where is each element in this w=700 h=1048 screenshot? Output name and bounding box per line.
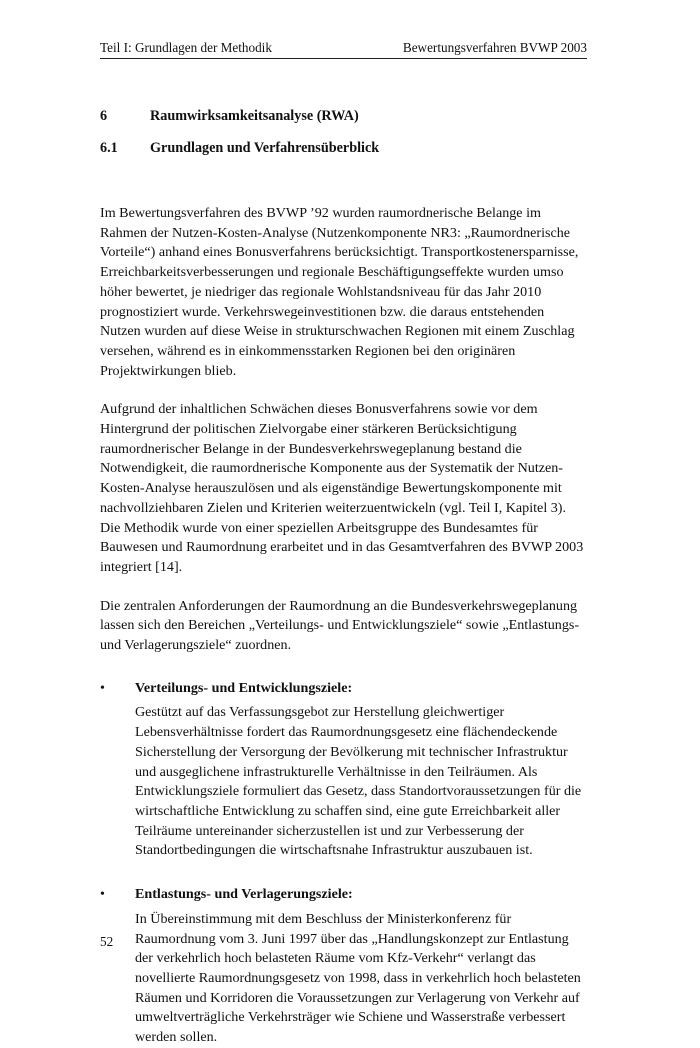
bullet-item	[100, 679, 587, 861]
section-title: Raumwirksamkeitsanalyse (RWA)	[150, 108, 359, 124]
running-header	[100, 40, 587, 59]
subsection-title: Grundlagen und Verfahrensüberblick	[150, 140, 380, 156]
paragraph: Aufgrund der inhaltlichen Schwächen dieses Bonusverfahrens sowie vor dem Hintergrund der politischen Zielvorgabe einer stärkeren Berücksichtigung raumordnerischer Belange in der Bundesverkehrswegeplanung bestand die Notwendigkeit, die raumordnerische Komponente aus der Systematik der Nutzen-Kosten-Analyse herauszulösen und als eigenständige Bewertungskomponente mit nachvollziehbaren Zielen und Kriterien weiterzuentwickeln (vgl. Teil I, Kapitel 3). Die Methodik wurde von einer speziellen Arbeitsgruppe des Bundesamtes für Bauwesen und Raumordnung erarbeitet und in das Gesamtverfahren des BVWP 2003 integriert [14].	[100, 401, 584, 575]
subsection-number: 6.1	[100, 140, 118, 156]
section-heading	[100, 106, 587, 126]
header-left: Teil I: Grundlagen der Methodik	[100, 40, 272, 55]
header-right: Bewertungsverfahren BVWP 2003	[402, 40, 587, 55]
section-number: 6	[100, 108, 108, 124]
bullet-text: Gestützt auf das Verfassungsgebot zur Herstellung gleichwertiger Lebensverhältnisse fordert das Raumordnungsgesetz eine flächendeckende Sicherstellung der Versorgung der Bevölkerung mit technischer Infrastruktur und ausgeglichene infrastrukturelle Verhältnisse in den Teilräumen. Als Entwicklungsziele formuliert das Gesetz, dass Standortvoraussetzungen für die wirtschaftliche Entwicklung zu schaffen sind, eine gute Erreichbarkeit aller Teilräume untereinander sicherzustellen ist und zur Verbesserung der Standortbedingungen die wirtschaftsnahe Infrastruktur auszubauen ist.	[135, 704, 582, 859]
page-number: 52	[100, 934, 114, 949]
page-content	[100, 106, 587, 1048]
paragraph: Im Bewertungsverfahren des BVWP ’92 wurden raumordnerische Belange im Rahmen der Nutzen-Kosten-Analyse (Nutzenkomponente NR3: „Raumordnerische Vorteile“) anhand eines Bonusverfahrens berücksichtigt. Transportkostenersparnisse, Erreichbarkeitsverbesserungen und regionale Beschäftigungseffekte wurden umso höher bewertet, je niedriger das regionale Wohlstandsniveau für das Jahr 2010 prognostiziert wurde. Verkehrswegeinvestitionen bzw. die daraus entstehenden Nutzen wurden auf diese Weise in strukturschwachen Regionen mit einem Zuschlag versehen, während es in einkommensstarken Regionen bei den originären Projektwirkungen blieb.	[100, 205, 579, 379]
bullet-title: Verteilungs- und Entwicklungsziele:	[135, 679, 353, 696]
bullet-title: Entlastungs- und Verlagerungsziele:	[135, 886, 353, 903]
bullet-text: In Übereinstimmung mit dem Beschluss der Ministerkonferenz für Raumordnung vom 3. Juni 1997 über das „Handlungskonzept zur Entlastung der verkehrlich hoch belasteten Räume vom Kfz-Verkehr“ verlangt das novellierte Raumordnungsgesetz von 1998, dass in verkehrlich hoch belasteten Räumen und Korridoren die Voraussetzungen zur Verlagerung von Verkehr auf umweltverträgliche Verkehrsträger wie Schiene und Wasserstraße verbessert werden sollen.	[135, 910, 581, 1046]
bullet-marker: •	[100, 887, 105, 903]
bullet-marker: •	[100, 680, 105, 696]
subsection-heading	[100, 138, 587, 158]
bullet-item	[100, 885, 587, 1048]
paragraph: Die zentralen Anforderungen der Raumordnung an die Bundesverkehrswegeplanung lassen sich den Bereichen „Verteilungs- und Entwicklungsziele“ sowie „Entlastungs- und Verlagerungsziele“ zuordnen.	[100, 597, 580, 654]
